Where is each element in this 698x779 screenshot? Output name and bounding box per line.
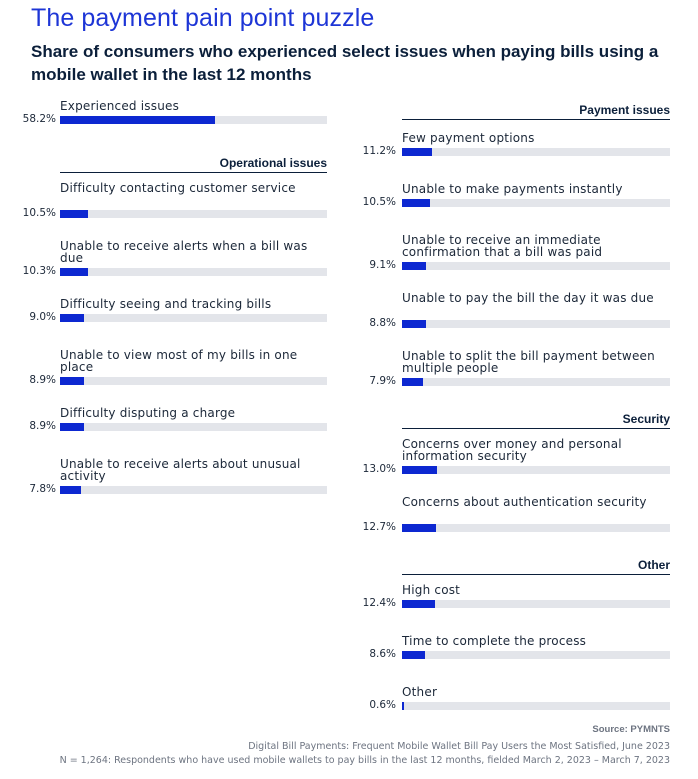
bar-fill [402,148,432,156]
bar-track [60,314,327,322]
bar-track [60,486,327,494]
bar-fill [60,210,88,218]
bar-value-label: 7.9% [369,375,396,387]
sample-note: N = 1,264: Respondents who have used mobile wallets to pay bills in the last 12 months, fielded March 2, 2023 – March 7, 2023 [59,755,670,766]
bar-track [60,116,327,124]
bar-value-label: 9.1% [369,259,396,271]
bar-label: Difficulty contacting customer service [60,181,296,195]
bar-fill [60,268,88,276]
bar-label: Unable to receive alerts when a bill was due [60,239,308,265]
bar-label: Unable to split the bill payment between multiple people [402,349,655,375]
bar-value-label: 12.4% [362,597,396,609]
bar-value-label: 12.7% [362,521,396,533]
bar-label: Experienced issues [60,99,180,113]
bar-fill [60,486,81,494]
bar-value-label: 7.8% [29,483,56,495]
bar-label: Few payment options [402,131,535,145]
bar-value-label: 10.5% [22,207,56,219]
bar-track [402,199,670,207]
bar-label: Concerns about authentication security [402,495,647,509]
bar-value-label: 10.5% [362,196,396,208]
section-header-operational-issues: Operational issues [60,156,327,173]
bar-track [60,268,327,276]
bar-label: Concerns over money and personal information security [402,437,622,463]
bar-fill [402,524,436,532]
bar-value-label: 8.6% [369,648,396,660]
bar-track [60,377,327,385]
bar-value-label: 0.6% [369,699,396,711]
bar-fill [402,600,435,608]
bar-track [60,423,327,431]
bar-track [402,651,670,659]
bar-label: Difficulty seeing and tracking bills [60,297,272,311]
bar-fill [60,116,215,124]
bar-fill [60,314,84,322]
bar-track [402,148,670,156]
bar-label: High cost [402,583,461,597]
bar-fill [60,423,84,431]
bar-track [402,600,670,608]
bar-fill [402,702,404,710]
bar-fill [402,651,425,659]
source-note: Source: PYMNTS [592,724,670,735]
bar-label: Difficulty disputing a charge [60,406,236,420]
bar-fill [402,466,437,474]
bar-fill [402,199,430,207]
bar-track [402,320,670,328]
bar-label: Unable to receive an immediate confirmation that a bill was paid [402,233,603,259]
bar-label: Other [402,685,438,699]
bar-track [60,210,327,218]
report-note: Digital Bill Payments: Frequent Mobile Wallet Bill Pay Users the Most Satisfied, June 2023 [248,741,670,752]
chart-subtitle: Share of consumers who experienced select issues when paying bills using a mobile wallet in the last 12 months [31,42,659,84]
bar-track [402,262,670,270]
bar-label: Unable to receive alerts about unusual activity [60,457,301,483]
bar-track [402,378,670,386]
bar-value-label: 8.8% [369,317,396,329]
bar-track [402,524,670,532]
bar-fill [402,320,426,328]
bar-label: Unable to make payments instantly [402,182,623,196]
bar-track [402,466,670,474]
section-header-security: Security [402,412,670,429]
bar-fill [402,378,423,386]
bar-value-label: 8.9% [29,374,56,386]
section-header-other: Other [402,558,670,575]
chart-title: The payment pain point puzzle [31,4,375,32]
bar-label: Unable to view most of my bills in one place [60,348,298,374]
bar-value-label: 10.3% [22,265,56,277]
bar-label: Unable to pay the bill the day it was due [402,291,654,305]
bar-value-label: 8.9% [29,420,56,432]
bar-value-label: 11.2% [362,145,396,157]
bar-value-label: 58.2% [22,113,56,125]
bar-value-label: 9.0% [29,311,56,323]
bar-track [402,702,670,710]
bar-label: Time to complete the process [402,634,587,648]
section-header-payment-issues: Payment issues [402,103,670,120]
bar-value-label: 13.0% [362,463,396,475]
bar-fill [60,377,84,385]
bar-fill [402,262,426,270]
